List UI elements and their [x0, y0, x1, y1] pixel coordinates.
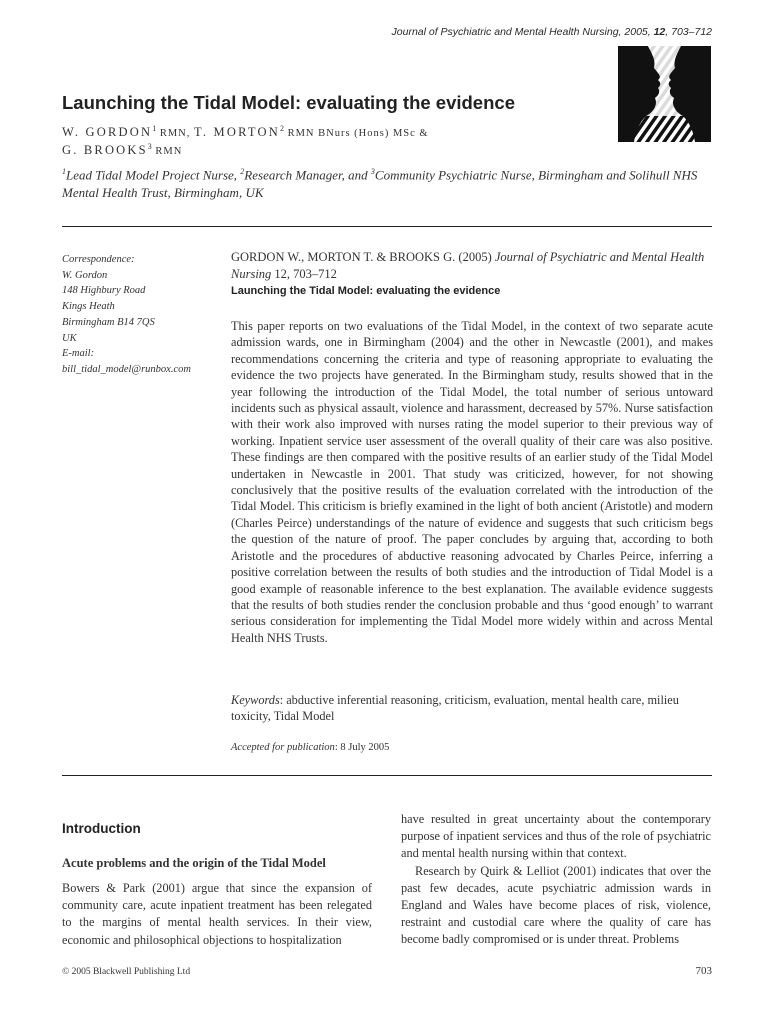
citation-volume: 12 [271, 267, 287, 281]
header-divider [62, 226, 712, 227]
correspondence-block [62, 252, 222, 378]
accepted-label: Accepted for publication [231, 742, 335, 753]
author-1-sup: 1 [152, 124, 157, 133]
keywords [231, 692, 713, 725]
body-paragraph: Bowers & Park (2001) argue that since the expansion of community care, acute inpatient treatment has been relegated to the margins of mental health services. In their view, economic and philosophical objections to hospitalization [62, 881, 372, 947]
body-paragraph: Research by Quirk & Lelliot (2001) indicates that over the past few decades, acute psychiatric admission wards in England and Wales have become places of risk, violence, restraint and custodial care where the quality of care has become badly compromised or is under threat. Problems [401, 863, 711, 947]
affil-text-2: Research Manager, and [244, 167, 371, 183]
author-3-name: G. BROOKS [62, 143, 148, 158]
author-3-sup: 3 [147, 142, 152, 151]
tidal-model-faces-logo-icon [618, 46, 711, 142]
copyright: © 2005 Blackwell Publishing Ltd [62, 967, 191, 977]
citation-journal: Journal of Psychiatric and Mental Health Nursing [231, 250, 705, 281]
author-2-name: T. MORTON [194, 125, 280, 140]
corr-city: Birmingham B14 7QS [62, 316, 155, 328]
abstract-divider [62, 775, 712, 776]
keywords-text: : abductive inferential reasoning, criticism, evaluation, mental health care, milieu toxicity, Tidal Model [231, 693, 679, 724]
subsection-heading: Acute problems and the origin of the Tidal Model [62, 856, 326, 870]
body-column-1 [62, 880, 372, 949]
affil-text-3: Community Psychiatric Nurse, Birmingham and Solihull NHS Mental Health Trust, Birmingham, UK [62, 167, 698, 201]
corr-email-label: E-mail: [62, 348, 95, 360]
author-3-degree: RMN [151, 146, 183, 158]
corr-name: W. Gordon [62, 269, 108, 281]
accepted-date [231, 742, 389, 753]
page-number: 703 [695, 965, 712, 977]
authors-line-1 [62, 124, 429, 140]
abstract-text: This paper reports on two evaluations of the Tidal Model, in the context of two separate acute admission wards, one in Birmingham (2004) and the other in Newcastle (2001), and makes recommendations concerning the criteria and type of reasoning appropriate to evaluating the evidence the two projects have generated. In the Birmingham study, results showed that in the year following the introduction of the Tidal Model, the total number of serious untoward incidents such as physical assault, violence and harassment, decreased by 57%. Nurse satisfaction with their work also improved with nurses rating the model superior to their previous way of working. Inpatient service user assessment of the overall quality of their care was also positive. These findings are then compared with the positive results of an earlier study of the Tidal Model undertaken in Newcastle in 2001. That study was criticized, however, for not showing conclusively that the positive results of the evaluation correlated with the introduction of the Tidal Model. This criticism is briefly examined in the light of both ancient (Aristotle) and modern (Charles Peirce) understandings of the nature of evidence and suggests that such criticism begs the question of the nature of proof. The paper concludes by arguing that, according to both Aristotle and the procedures of abductive reasoning advocated by Charles Peirce, inferring a positive correlation between the results of both studies and the introduction of Tidal Model is a good example of reasonable inference to the best explanation. The available evidence suggests that the results of both studies render the conclusion probable and thus ‘good enough’ to warrant serious consideration for implementing the Tidal Model more widely within and across Mental Health NHS Trusts. [231, 319, 713, 645]
affil-sup-1: 1 [62, 167, 66, 176]
journal-header [392, 26, 712, 38]
citation-authors: GORDON W., MORTON T. & BROOKS G. (2005) [231, 250, 495, 264]
affil-sup-3: 3 [370, 167, 375, 176]
author-2-degree: RMN BNurs (Hons) MSc & [283, 128, 429, 140]
authors-line-2 [62, 142, 182, 158]
body-column-2 [401, 811, 711, 949]
body-paragraph: have resulted in great uncertainty about the contemporary purpose of inpatient services and thus of the role of psychiatric and mental health nursing within that context. [401, 812, 711, 861]
keywords-label: Keywords [231, 693, 280, 707]
corr-email[interactable]: bill_tidal_model@runbox.com [62, 363, 191, 375]
journal-pages: , 703–712 [665, 26, 712, 38]
affiliations [62, 163, 722, 202]
abstract-title: Launching the Tidal Model: evaluating the evidence [231, 285, 501, 297]
author-1-degree: RMN, [156, 128, 194, 140]
author-1-name: W. GORDON [62, 125, 153, 140]
journal-name: Journal of Psychiatric and Mental Health Nursing, [391, 26, 622, 38]
accepted-value: : 8 July 2005 [334, 742, 390, 753]
corr-heading: Correspondence: [62, 254, 135, 265]
journal-volume: 12 [653, 26, 666, 38]
citation [231, 249, 711, 283]
corr-district: Kings Heath [62, 301, 115, 313]
corr-country: UK [62, 332, 77, 344]
author-2-sup: 2 [279, 124, 284, 133]
corr-street: 148 Highbury Road [62, 285, 146, 297]
article-title: Launching the Tidal Model: evaluating the evidence [62, 92, 515, 113]
affil-sup-2: 2 [240, 167, 245, 176]
journal-year: 2005, [624, 26, 651, 38]
affil-text-1: Lead Tidal Model Project Nurse, [66, 167, 241, 183]
citation-pages: , 703–712 [286, 267, 337, 281]
section-heading: Introduction [62, 821, 141, 836]
